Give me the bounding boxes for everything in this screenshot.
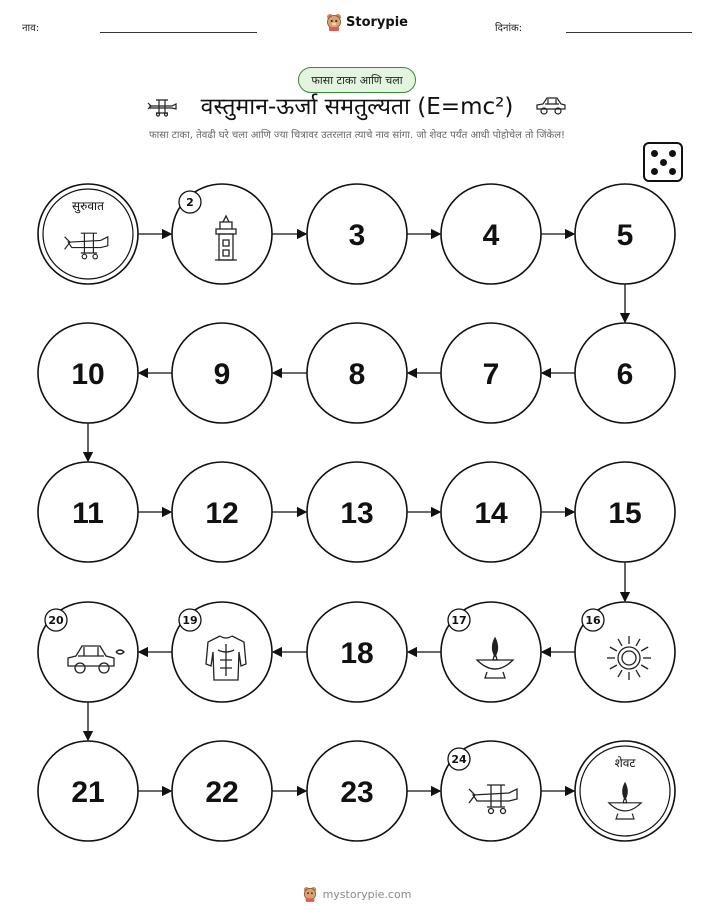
board-space-21[interactable] (38, 741, 138, 841)
space-number: 15 (608, 497, 642, 530)
board-space-6[interactable] (575, 323, 675, 423)
space-number: 4 (482, 219, 500, 252)
start-space[interactable] (38, 184, 138, 284)
space-number: 23 (340, 776, 374, 809)
space-number: 6 (616, 358, 634, 391)
space-number: 9 (213, 358, 231, 391)
board-space-15[interactable] (575, 462, 675, 562)
space-number: 12 (205, 497, 239, 530)
board-space-23[interactable] (307, 741, 407, 841)
finish-label: शेवट (614, 756, 636, 770)
board-space-9[interactable] (172, 323, 272, 423)
space-number: 13 (340, 497, 374, 530)
space-number-badge: 17 (451, 614, 467, 627)
space-number: 22 (205, 776, 239, 809)
footer (0, 886, 714, 902)
board-space-7[interactable] (441, 323, 541, 423)
board-space-18[interactable] (307, 602, 407, 702)
space-number-badge: 16 (585, 614, 601, 627)
space-number-badge: 2 (186, 196, 194, 209)
brand-name: Storypie (346, 14, 408, 30)
board-space-14[interactable] (441, 462, 541, 562)
date-label: दिनांक: (495, 23, 523, 34)
board-space-20[interactable] (38, 602, 138, 702)
space-number: 18 (340, 637, 374, 670)
board-space-22[interactable] (172, 741, 272, 841)
finish-space[interactable] (575, 741, 675, 841)
space-number: 3 (348, 219, 366, 252)
board-space-5[interactable] (575, 184, 675, 284)
board-space-8[interactable] (307, 323, 407, 423)
board-space-13[interactable] (307, 462, 407, 562)
board-space-19[interactable] (172, 602, 272, 702)
board-space-17[interactable] (441, 602, 541, 702)
board-space-10[interactable] (38, 323, 138, 423)
instructions: फासा टाका, तेवढी घरे चला आणि ज्या चित्रावर उतरलात त्याचे नाव सांगा. जो शेवट पर्यंत आधी पोहोचेल तो जिंकेल! (148, 130, 566, 141)
footer-url[interactable]: mystorypie.com (322, 887, 412, 901)
space-number: 10 (71, 358, 105, 391)
space-number: 11 (72, 497, 104, 530)
space-number: 8 (348, 358, 366, 391)
name-label: नाव: (22, 23, 40, 34)
space-number: 5 (616, 219, 634, 252)
board-space-3[interactable] (307, 184, 407, 284)
board-space-11[interactable] (38, 462, 138, 562)
space-number-badge: 24 (451, 753, 467, 766)
board-space-12[interactable] (172, 462, 272, 562)
board-space-2[interactable] (172, 184, 272, 284)
space-number: 21 (71, 776, 105, 809)
space-number: 14 (474, 497, 508, 530)
board-space-16[interactable] (575, 602, 675, 702)
page-title: वस्तुमान-ऊर्जा समतुल्यता (E=mc²) (200, 94, 514, 120)
space-number-badge: 20 (48, 614, 64, 627)
space-number-badge: 19 (182, 614, 198, 627)
start-label: सुरुवात (72, 199, 104, 213)
game-type-badge: फासा टाका आणि चला (298, 67, 416, 93)
space-number: 7 (482, 358, 500, 391)
board-space-24[interactable] (441, 741, 541, 841)
board-space-4[interactable] (441, 184, 541, 284)
bear-mascot-icon (303, 886, 317, 902)
